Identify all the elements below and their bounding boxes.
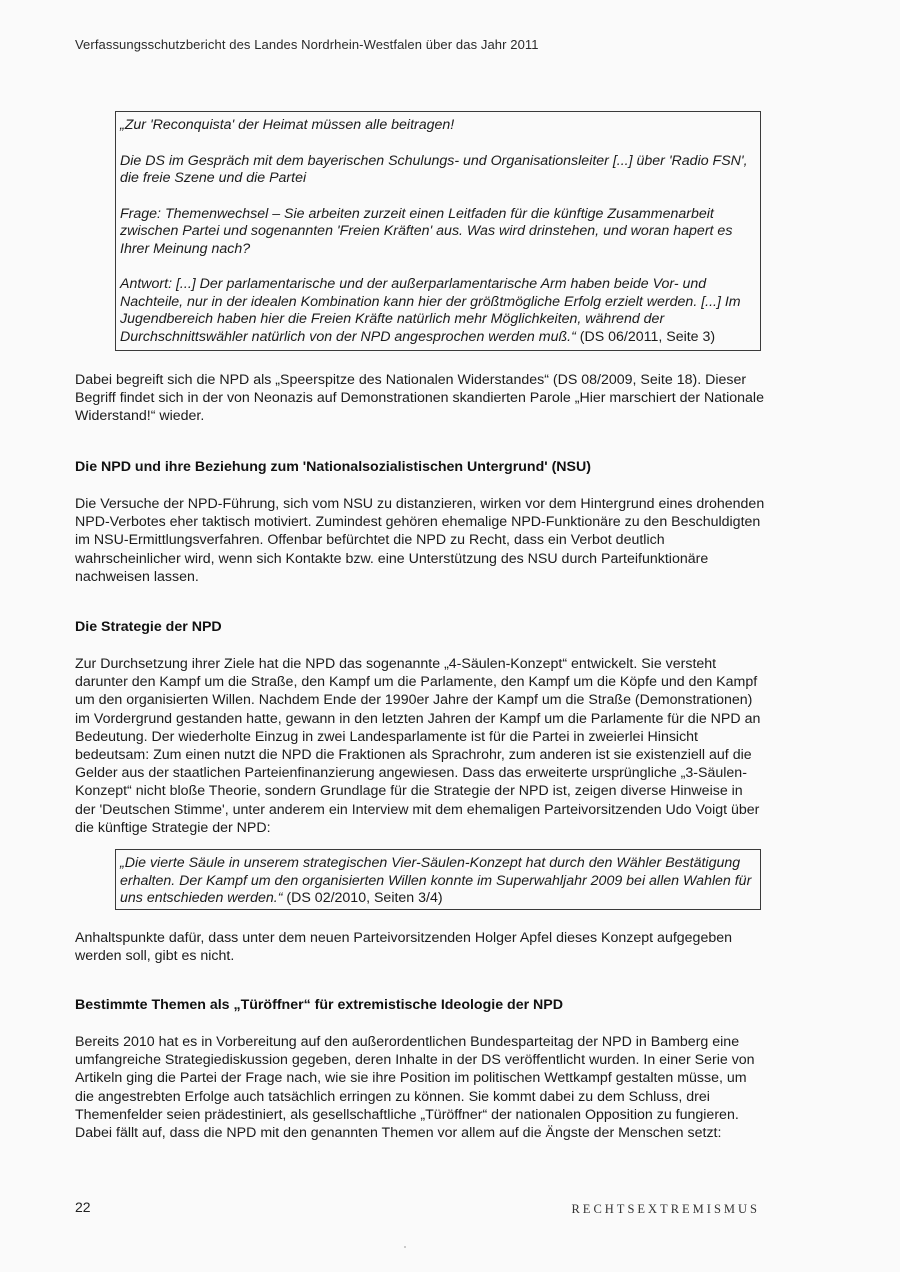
- paragraph-tueroeffner: Bereits 2010 hat es in Vorbereitung auf den außerordentlichen Bundesparteitag der NPD in Bamberg eine umfangreiche Strategiediskussion gegeben, deren Inhalte in der DS veröffentlicht wurden. In einer Serie von Artikeln ging die Partei der Frage nach, wie sie ihre Position im politischen Wettkampf gestalten müsse, um die angestrebten Erfolge auch tatsächlich erringen zu können. Sie kommt dabei zu dem Schluss, drei Themenfelder seien prädestiniert, als gesellschaftliche „Türöffner“ der nationalen Opposition zu fungieren. Dabei fällt auf, dass die NPD mit den genannten Themen vor allem auf die Ängste der Menschen setzt:: [75, 1034, 755, 1142]
- answer-text: [...] Der parlamentarische und der außerparlamentarische Arm haben beide Vor- und Nachteile, nur in der idealen Kombination kann hier der größtmögliche Erfolg erzielt werden. [...] Im Jugendbereich haben hier die Freien Kräfte natürlich mehr Möglichkeiten, während der Durchschnittswähler natürlich von der NPD angesprochen werden muß.“: [120, 276, 741, 345]
- quote-answer: [120, 276, 754, 346]
- section-label: RECHTSEXTREMISMUS: [571, 1202, 760, 1216]
- quote-intro: Die DS im Gespräch mit dem bayerischen Schulungs- und Organisationsleiter [...] über 'Radio FSN', die freie Szene und die Partei: [120, 152, 748, 186]
- quote-box-vierte-saeule: [115, 849, 761, 910]
- page-number: 22: [75, 1199, 91, 1215]
- section-heading-strategie: Die Strategie der NPD: [75, 619, 222, 635]
- paragraph-apfel: Anhaltspunkte dafür, dass unter dem neuen Parteivorsitzenden Holger Apfel dieses Konzept aufgegeben werden soll, gibt es nicht.: [75, 930, 733, 965]
- section-heading-nsu: Die NPD und ihre Beziehung zum 'Nationalsozialistischen Untergrund' (NSU): [75, 459, 591, 475]
- quote-voigt: [120, 855, 754, 908]
- paragraph-nsu: Die Versuche der NPD-Führung, sich vom NSU zu distanzieren, wirken vor dem Hintergrund eines drohenden NPD-Verbotes eher taktisch motiviert. Zumindest gehören ehemalige NPD-Funktionäre zu den Beschuldigten im NSU-Ermittlungsverfahren. Offenbar befürchtet die NPD zu Recht, dass ein Verbot deutlich wahrscheinlicher wird, wenn sich Kontakte bzw. eine Unterstützung des NSU durch Parteifunktionäre nachweisen lassen.: [75, 496, 765, 585]
- scan-speck: [404, 1246, 406, 1248]
- quote-box-reconquista: [115, 111, 761, 351]
- quote-voigt-text: „Die vierte Säule in unserem strategischen Vier-Säulen-Konzept hat durch den Wähler Bestätigung erhalten. Der Kampf um den organisierten Willen konnte im Superwahljahr 2009 bei allen Wahlen für uns entschieden werden.“: [120, 855, 752, 906]
- quote-line: „Zur 'Reconquista' der Heimat müssen alle beitragen!: [120, 117, 455, 133]
- running-header: Verfassungsschutzbericht des Landes Nordrhein-Westfalen über das Jahr 2011: [75, 37, 539, 52]
- answer-label: Antwort:: [120, 276, 173, 292]
- quote-source: (DS 06/2011, Seite 3): [575, 328, 716, 345]
- quote-voigt-source: (DS 02/2010, Seiten 3/4): [282, 890, 443, 906]
- quote-question: Frage: Themenwechsel – Sie arbeiten zurzeit einen Leitfaden für die künftige Zusammenarbeit zwischen Partei und sogenannten 'Freien Kräften' aus. Was wird drinstehen, und woran hapert es Ihrer Meinung nach?: [120, 205, 733, 257]
- paragraph-strategie: Zur Durchsetzung ihrer Ziele hat die NPD das sogenannte „4-Säulen-Konzept“ entwickelt. Sie versteht darunter den Kampf um die Straße, den Kampf um die Parlamente, den Kampf um die Köpfe und den Kampf um den organisierten Willen. Nachdem Ende der 1990er Jahre der Kampf um die Straße (Demonstrationen) im Vordergrund gestanden hatte, gewann in den letzten Jahren der Kampf um die Parlamente für die NPD an Bedeutung. Der wiederholte Einzug in zwei Landesparlamente ist für die Partei in zweierlei Hinsicht bedeutsam: Zum einen nutzt die NPD die Fraktionen als Sprachrohr, zum anderen ist sie existenziell auf die Gelder aus der staatlichen Parteienfinanzierung angewiesen. Dass das erweiterte ursprüngliche „3-Säulen-Konzept“ nicht bloße Theorie, sondern Grundlage für die Strategie der NPD ist, zeigen diverse Hinweise in der 'Deutschen Stimme', unter anderem ein Interview mit dem ehemaligen Parteivorsitzenden Udo Voigt über die künftige Strategie der NPD:: [75, 656, 761, 836]
- section-heading-tueroeffner: Bestimmte Themen als „Türöffner“ für extremistische Ideologie der NPD: [75, 997, 564, 1013]
- paragraph-speerspitze: Dabei begreift sich die NPD als „Speerspitze des Nationalen Widerstandes“ (DS 08/2009, Seite 18). Dieser Begriff findet sich in der von Neonazis auf Demonstrationen skandierten Parole „Hier marschiert der Nationale Widerstand!“ wieder.: [75, 372, 764, 425]
